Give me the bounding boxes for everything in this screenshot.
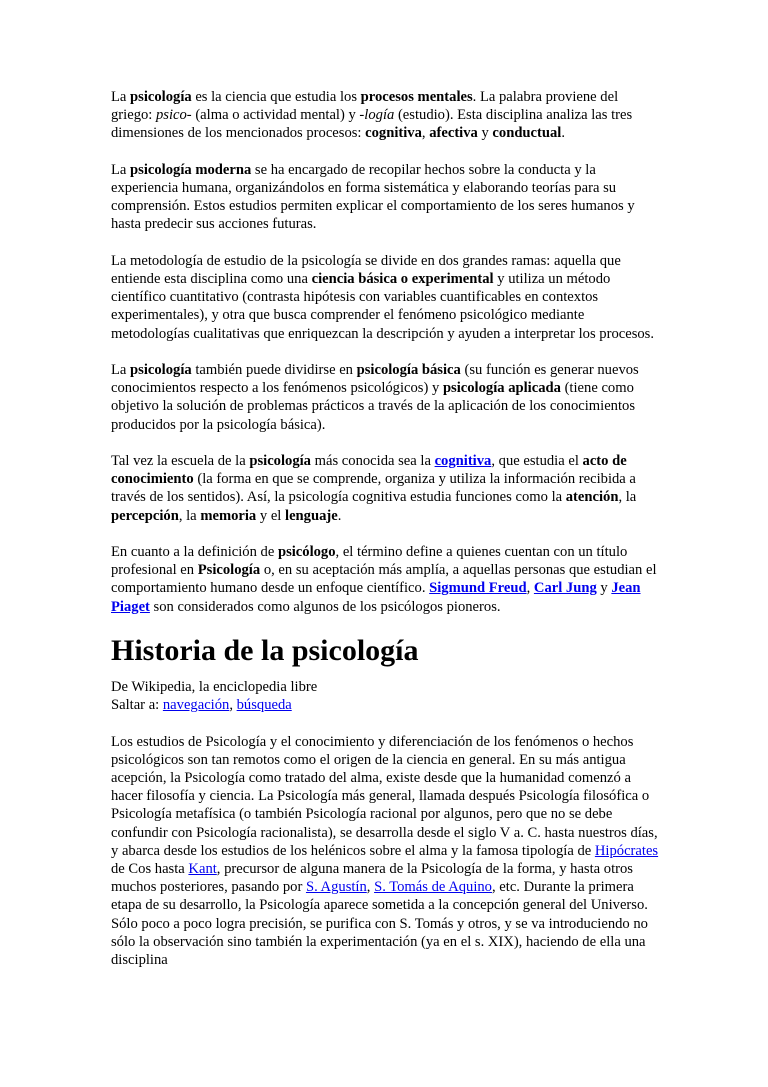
text: y utiliza un método científico cuantitativo (contrasta hipótesis con variables cuantificables en contextos experimentales), y otra que busca comprender el fenómeno psicológico mediante metodologías cualitativas que enriquezcan la descripción y ayuden a interpretar los procesos.: [111, 271, 655, 342]
text: La: [111, 89, 131, 105]
text: , precursor de alguna manera de la Psicología de la forma, y hasta otros muchos posteriores, pasando por: [111, 861, 633, 896]
text: . La palabra proviene del griego:: [111, 89, 619, 124]
text: ,: [366, 879, 375, 896]
term-ciencia-basica: ciencia básica o experimental: [311, 271, 494, 287]
text: (alma o actividad mental) y -: [191, 107, 365, 124]
text: ,: [421, 125, 430, 142]
text: , la: [618, 489, 637, 506]
text: .: [337, 507, 342, 524]
paragraph-history: [111, 733, 663, 970]
document-page: [111, 88, 663, 987]
term-afectiva: afectiva: [429, 125, 478, 142]
term-psicologia: psicología: [130, 362, 192, 378]
text: y el: [256, 507, 286, 524]
term-memoria: memoria: [200, 507, 257, 524]
paragraph-definition: [111, 88, 663, 143]
term-atencion: atención: [565, 489, 619, 506]
text: se ha encargado de recopilar hechos sobre la conducta y la experiencia humana, organizándolos en forma sistemática y elaborando teorías para su comprensión. Estos estudios permiten explicar el comportamiento de los seres humanos y hasta predecir sus acciones futuras.: [111, 161, 635, 233]
link-hipocrates[interactable]: Hipócrates: [594, 842, 659, 859]
wiki-source: De Wikipedia, la enciclopedia libre: [111, 679, 318, 695]
link-san-agustin[interactable]: S. Agustín: [305, 879, 367, 896]
term-psicologia: psicología: [249, 453, 311, 469]
paragraph-psychologist: [111, 543, 663, 616]
term-psicologia-basica: psicología básica: [356, 362, 461, 378]
wiki-jump-links: [111, 696, 663, 714]
term-psico: psico-: [156, 107, 192, 124]
link-jean-piaget[interactable]: Jean Piaget: [111, 580, 641, 615]
term-percepcion: percepción: [111, 507, 179, 524]
text: es la ciencia que estudia los: [191, 89, 361, 105]
term-psicologia-moderna: psicología moderna: [130, 161, 252, 178]
text: son considerados como algunos de los psicólogos pioneros.: [149, 598, 501, 615]
text: (la forma en que se comprende, organiza y utiliza la información recibida a través de los sentidos). Así, la psicología cognitiva estudia funciones como la: [111, 471, 636, 506]
text: ,: [229, 697, 237, 714]
text: y: [596, 580, 612, 597]
term-psicologia-aplicada: psicología aplicada: [442, 380, 561, 397]
text: La metodología de estudio de la psicología se divide en dos grandes ramas: aquella que entiende esta disciplina como una: [111, 252, 621, 287]
text: o, en su aceptación más amplía, a aquellas personas que estudian el comportamiento humano desde un enfoque científico.: [111, 562, 657, 597]
link-kant[interactable]: Kant: [188, 861, 217, 878]
text: (su función es generar nuevos conocimientos respecto a los fenómenos psicológicos) y: [111, 362, 639, 397]
text: .: [561, 125, 566, 142]
text: , la: [178, 507, 201, 524]
text: , etc. Durante la primera etapa de su desarrollo, la Psicología aparece sometida a la concepción general del Universo. Sólo poco a poco logra precisión, se purifica con S. Tomás y otros, y se va introduciendo no sólo la observación sino también la experimentación (ya en el s. XIX), haciendo de ella una disciplina: [111, 879, 648, 969]
link-carl-jung[interactable]: Carl Jung: [533, 580, 597, 597]
text: En cuanto a la definición de: [111, 544, 278, 560]
link-sigmund-freud[interactable]: Sigmund Freud: [429, 580, 527, 597]
term-acto-de-conocimiento: acto de conocimiento: [111, 453, 627, 488]
term-psicologia-titulo: Psicología: [197, 562, 261, 579]
text: y: [477, 125, 493, 142]
text: Tal vez la escuela de la: [111, 453, 250, 469]
link-cognitiva[interactable]: cognitiva: [434, 453, 492, 469]
text: más conocida sea la: [310, 453, 435, 469]
text: (estudio). Esta disciplina analiza las tres dimensiones de los mencionados procesos:: [111, 107, 633, 142]
text: también puede dividirse en: [191, 362, 357, 378]
paragraph-modern: [111, 161, 663, 234]
section-heading: Historia de la psicología: [111, 634, 419, 667]
link-navegacion[interactable]: navegación: [162, 697, 230, 714]
text: , que estudia el: [491, 453, 583, 469]
term-psicologo: psicólogo: [277, 544, 336, 560]
text: La: [111, 161, 131, 178]
text: Los estudios de Psicología y el conocimiento y diferenciación de los fenómenos o hechos psicológicos son tan remotos como el origen de la ciencia en general. En su más antigua acepción, la Psicología como tratado del alma, existe desde que la humanidad comenzó a hacer filosofía y ciencia. La Psicología más general, llamada después Psicología filosófica o Psicología metafísica (o también Psicología racional por algunos, pero que no se debe confundir con Psicología racionalista), se desarrolla desde el siglo V a. C. hasta nuestros días, y abarca desde los estudios de los helénicos sobre el alma y la famosa tipología de: [111, 733, 658, 859]
text: La: [111, 362, 131, 378]
term-lenguaje: lenguaje: [285, 507, 338, 524]
term-conductual: conductual: [492, 125, 562, 142]
text: de Cos hasta: [111, 861, 189, 878]
paragraph-methodology: [111, 252, 663, 343]
text: , el término define a quienes cuentan con un título profesional en: [111, 544, 628, 579]
text: ,: [526, 580, 534, 597]
term-cognitiva: cognitiva: [365, 125, 422, 142]
term-logia: logía: [364, 107, 395, 124]
term-procesos-mentales: procesos mentales: [360, 89, 473, 105]
link-busqueda[interactable]: búsqueda: [236, 697, 292, 714]
term-psicologia: psicología: [130, 89, 192, 105]
link-santo-tomas[interactable]: S. Tomás de Aquino: [374, 879, 492, 896]
text: Saltar a:: [111, 697, 163, 714]
paragraph-branches: [111, 361, 663, 434]
paragraph-cognitive: [111, 452, 663, 525]
text: (tiene como objetivo la solución de problemas prácticos a través de la aplicación de los conocimientos producidos por la psicología básica).: [111, 380, 635, 433]
